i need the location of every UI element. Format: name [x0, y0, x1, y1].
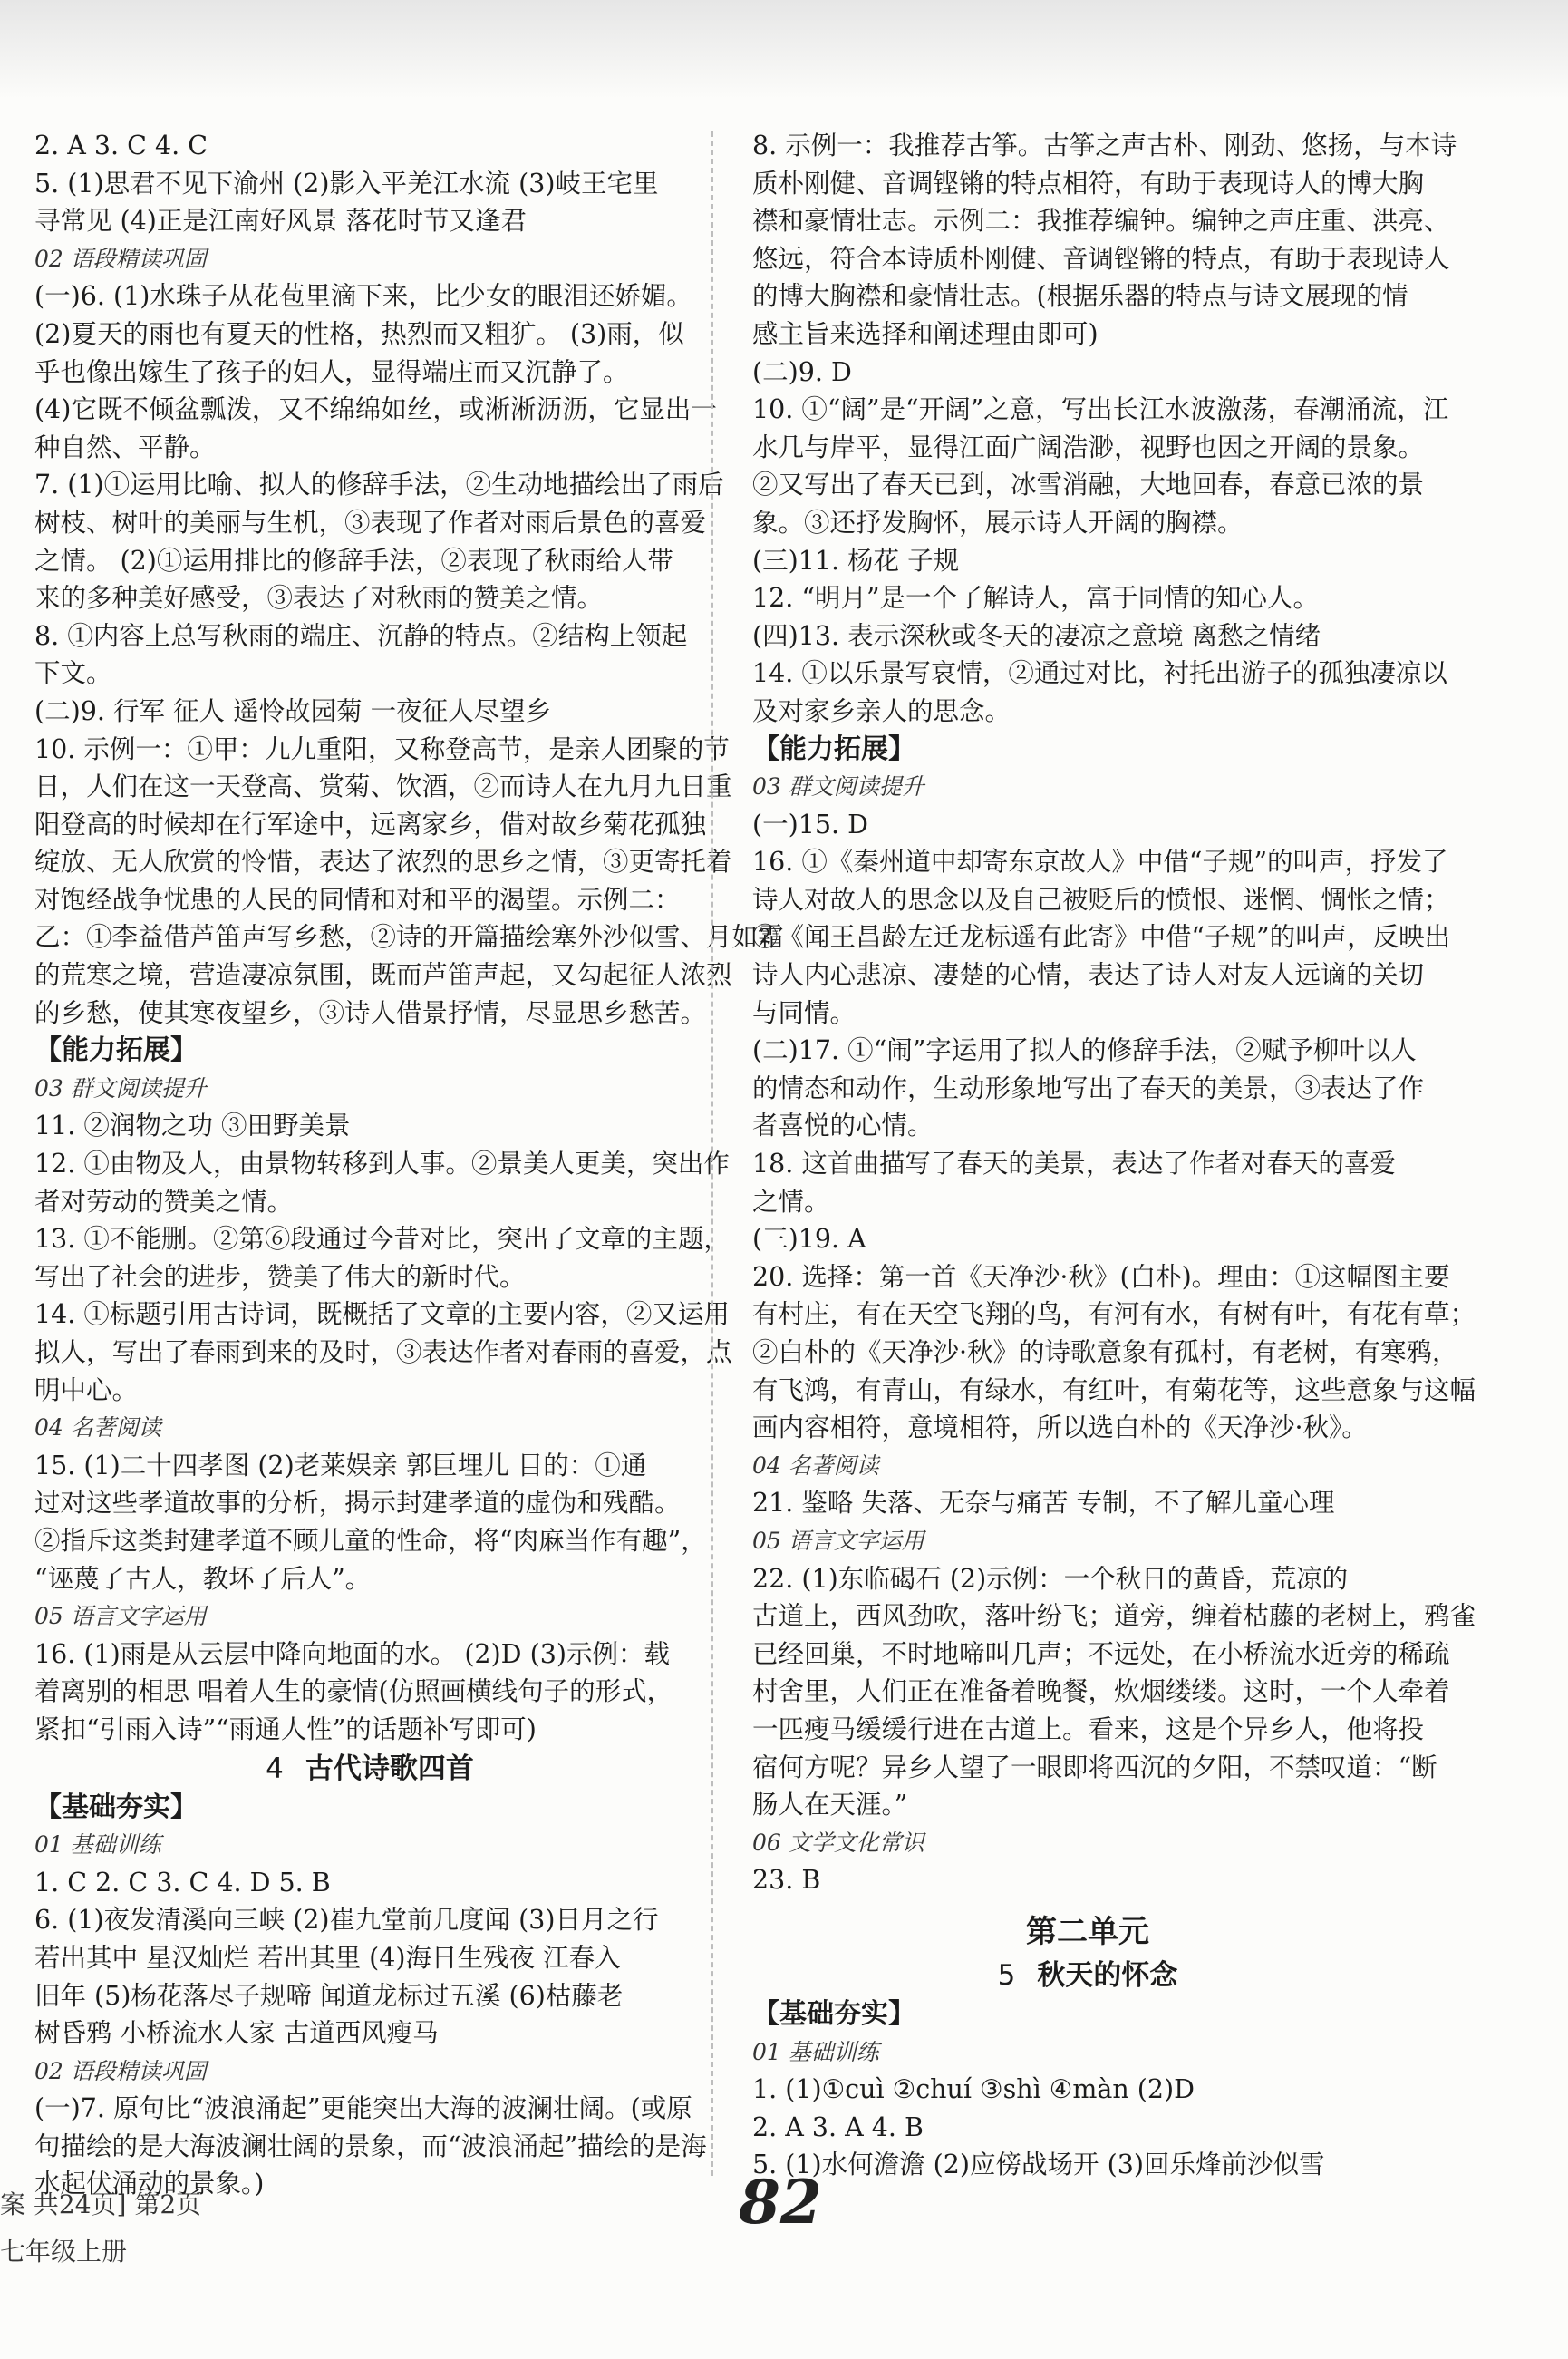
answer-line: 襟和豪情壮志。示例二：我推荐编钟。编钟之声庄重、洪亮、	[752, 206, 1450, 237]
answer-line: 的乡愁，使其寒夜望乡，③诗人借景抒情，尽显思乡愁苦。	[34, 997, 707, 1028]
answer-line: 之情。	[752, 1186, 830, 1217]
answer-line: 的博大胸襟和豪情壮志。(根据乐器的特点与诗文展现的情	[752, 281, 1408, 312]
answer-line: 乎也像出嫁生了孩子的妇人，显得端庄而又沉静了。	[34, 356, 629, 387]
answer-line: 句描绘的是大海波澜壮阔的景象，而“波浪涌起”描绘的是海	[34, 2131, 707, 2161]
scan-shadow	[0, 0, 1568, 100]
answer-line: ②又写出了春天已到，冰雪消融，大地回春，春意已浓的景	[752, 470, 1425, 500]
subsection-tag: 02 语段精读巩固	[34, 2057, 207, 2084]
subsection-tag: 02 语段精读巩固	[34, 245, 207, 272]
answer-line: 15. (1)二十四孝图 (2)老莱娱亲 郭巨埋儿 目的：①通	[34, 1450, 647, 1480]
answer-line: 1. C 2. C 3. C 4. D 5. B	[34, 1867, 331, 1898]
answer-line: (一)15. D	[752, 809, 868, 840]
page-number: 82	[739, 2167, 822, 2238]
answer-line: 画内容相符，意境相符，所以选白朴的《天净沙·秋》。	[752, 1412, 1368, 1443]
answer-line: (二)9. D	[752, 356, 852, 387]
answer-line: 着离别的相思 唱着人生的豪情(仿照画横线句子的形式，	[34, 1676, 673, 1707]
subsection-tag: 01 基础训练	[34, 1831, 161, 1859]
answer-line: 者喜悦的心情。	[752, 1111, 934, 1141]
unit-heading: 第二单元	[1026, 1913, 1149, 1950]
answer-line: 感主旨来选择和阐述理由即可)	[752, 318, 1099, 349]
answer-line: (二)9. 行军 征人 遥怜故园菊 一夜征人尽望乡	[34, 695, 552, 726]
lesson-number: 5	[997, 1958, 1016, 1992]
answer-line: (三)11. 杨花 子规	[752, 545, 960, 576]
answer-line: 来的多种美好感受，③表达了对秋雨的赞美之情。	[34, 583, 604, 614]
answer-line: 寻常见 (4)正是江南好风景 落花时节又逢君	[34, 206, 527, 237]
subsection-tag: 04 名著阅读	[752, 1451, 879, 1479]
answer-line: 10. 示例一：①甲：九九重阳，又称登高节，是亲人团聚的节	[34, 733, 730, 764]
lesson-name: 秋天的怀念	[1037, 1958, 1178, 1992]
answer-line: 村舍里，人们正在准备着晚餐，炊烟缕缕。这时，一个人牵着	[752, 1676, 1450, 1707]
answer-line: ②《闻王昌龄左迁龙标遥有此寄》中借“子规”的叫声，反映出	[752, 922, 1451, 953]
answer-line: 诗人对故人的思念以及自己被贬后的愤恨、迷惘、惆怅之情；	[752, 884, 1450, 915]
answer-line: “诬蔑了古人，教坏了后人”。	[34, 1563, 372, 1594]
answer-line: 12. “明月”是一个了解诗人，富于同情的知心人。	[752, 583, 1320, 614]
answer-line: 之情。 (2)①运用排比的修辞手法，②表现了秋雨给人带	[34, 545, 673, 576]
section-heading: 【能力拓展】	[34, 1034, 198, 1067]
answer-line: 23. B	[752, 1865, 821, 1896]
answer-line: 16. ①《秦州道中却寄东京故人》中借“子规”的叫声，抒发了	[752, 847, 1448, 878]
answer-line: 肠人在天涯。”	[752, 1790, 908, 1820]
answer-line: ②指斥这类封建孝道不顾儿童的性命，将“肉麻当作有趣”，	[34, 1525, 707, 1556]
answer-line: 8. 示例一：我推荐古筝。古筝之声古朴、刚劲、悠扬，与本诗	[752, 131, 1457, 160]
answer-line: 拟人，写出了春雨到来的及时，③表达作者对春雨的喜爱，点	[34, 1337, 732, 1367]
answer-line: (一)7. 原句比“波浪涌起”更能突出大海的波澜壮阔。(或原	[34, 2093, 692, 2124]
lesson-name: 古代诗歌四首	[305, 1752, 474, 1785]
answer-line: 诗人内心悲凉、凄楚的心情，表达了诗人对友人远谪的关切	[752, 960, 1425, 991]
answer-line: 宿何方呢？异乡人望了一眼即将西沉的夕阳，不禁叹道：“断	[752, 1752, 1437, 1782]
answer-line: (三)19. A	[752, 1224, 866, 1255]
answer-line: 2. A 3. A 4. B	[752, 2111, 924, 2142]
answer-line: 13. ①不能删。②第⑥段通过今昔对比，突出了文章的主题，	[34, 1224, 730, 1255]
answer-line: 紧扣“引雨入诗”“雨通人性”的话题补写即可)	[34, 1713, 537, 1744]
answer-line: 质朴刚健、音调铿锵的特点相符，有助于表现诗人的博大胸	[752, 168, 1425, 199]
answer-line: 写出了社会的进步，赞美了伟大的新时代。	[34, 1261, 526, 1292]
answer-line: 水几与岸平，显得江面广阔浩渺，视野也因之开阔的景象。	[752, 432, 1425, 462]
answer-line: 5. (1)水何澹澹 (2)应傍战场开 (3)回乐烽前沙似雪	[752, 2150, 1325, 2180]
answer-line: 若出其中 星汉灿烂 若出其里 (4)海日生残夜 江春入	[34, 1942, 621, 1973]
right-column	[752, 127, 1476, 2184]
answer-line: 日，人们在这一天登高、赏菊、饮酒，②而诗人在九月九日重	[34, 772, 732, 802]
answer-line: (四)13. 表示深秋或冬天的凄凉之意境 离愁之情绪	[752, 620, 1321, 651]
subsection-tag: 05 语言文字运用	[34, 1603, 207, 1630]
answer-line: 已经回巢，不时地啼叫几声；不远处，在小桥流水近旁的稀疏	[752, 1638, 1450, 1669]
answer-line: 的荒寒之境，营造凄凉氛围，既而芦笛声起，又勾起征人浓烈	[34, 960, 732, 991]
answer-line: 10. ①“阔”是“开阔”之意，写出长江水波激荡，春潮涌流，江	[752, 394, 1449, 425]
answer-line: (4)它既不倾盆瓢泼，又不绵绵如丝，或淅淅沥沥，它显出一	[34, 394, 717, 425]
answer-line: 一匹瘦马缓缓行进在古道上。看来，这是个异乡人，他将投	[752, 1713, 1425, 1744]
answer-line: 树昏鸦 小桥流水人家 古道西风瘦马	[34, 2018, 439, 2049]
answer-line: 7. (1)①运用比喻、拟人的修辞手法，②生动地描绘出了雨后	[34, 470, 724, 500]
section-heading: 【能力拓展】	[752, 733, 915, 765]
answer-line: 22. (1)东临碣石 (2)示例：一个秋日的黄昏，荒凉的	[752, 1563, 1349, 1594]
answer-line: 下文。	[34, 658, 112, 689]
left-column	[34, 127, 784, 2203]
answer-line: 12. ①由物及人，由景物转移到人事。②景美人更美，突出作	[34, 1149, 730, 1180]
answer-line: 者对劳动的赞美之情。	[34, 1186, 294, 1217]
answer-line: 旧年 (5)杨花落尽子规啼 闻道龙标过五溪 (6)枯藤老	[34, 1980, 624, 2011]
answer-line: 有村庄，有在天空飞翔的鸟，有河有水，有树有叶，有花有草；	[752, 1299, 1476, 1330]
answer-line: 1. (1)①cuì ②chuí ③shì ④màn (2)D	[752, 2074, 1195, 2105]
answer-line: 对饱经战争忧患的人民的同情和对和平的渴望。示例二：	[34, 884, 681, 915]
lesson-number: 4	[266, 1752, 284, 1785]
answer-line: 及对家乡亲人的思念。	[752, 695, 1011, 726]
answer-line: (一)6. (1)水珠子从花苞里滴下来，比少女的眼泪还娇媚。	[34, 281, 692, 312]
subsection-tag: 04 名著阅读	[34, 1414, 161, 1442]
answer-line: 绽放、无人欣赏的怜惜，表达了浓烈的思乡之情，③更寄托着	[34, 847, 732, 878]
answer-line: 与同情。	[752, 997, 857, 1028]
answer-line: 5. (1)思君不见下渝州 (2)影入平羌江水流 (3)岐王宅里	[34, 168, 659, 199]
answer-line: 14. ①以乐景写哀情，②通过对比，衬托出游子的孤独凄凉以	[752, 658, 1447, 689]
subsection-tag: 03 群文阅读提升	[34, 1074, 207, 1102]
answer-line: ②白朴的《天净沙·秋》的诗歌意象有孤村，有老树，有寒鸦，	[752, 1337, 1458, 1367]
answer-line: 悠远，符合本诗质朴刚健、音调铿锵的特点，有助于表现诗人	[752, 243, 1450, 274]
answer-line: 树枝、树叶的美丽与生机，③表现了作者对雨后景色的喜爱	[34, 507, 707, 538]
column-divider	[711, 131, 713, 2176]
answer-line: 象。③还抒发胸怀，展示诗人开阔的胸襟。	[752, 507, 1244, 538]
answer-line: 有飞鸿，有青山，有绿水，有红叶，有菊花等，这些意象与这幅	[752, 1374, 1476, 1405]
subsection-tag: 06 文学文化常识	[752, 1829, 924, 1856]
answer-line: 明中心。	[34, 1374, 139, 1405]
answer-line: 种自然、平静。	[34, 432, 216, 462]
answer-line: 乙：①李益借芦笛声写乡愁，②诗的开篇描绘塞外沙似雪、月如霜	[34, 922, 784, 953]
section-heading: 【基础夯实】	[34, 1791, 198, 1823]
section-heading: 【基础夯实】	[752, 1997, 915, 2030]
subsection-tag: 03 群文阅读提升	[752, 773, 924, 801]
answer-line: 14. ①标题引用古诗词，既概括了文章的主要内容，②又运用	[34, 1299, 730, 1330]
answer-line: 11. ②润物之功 ③田野美景	[34, 1111, 351, 1141]
answer-line: 16. (1)雨是从云层中降向地面的水。 (2)D (3)示例：载	[34, 1638, 670, 1669]
answer-line: 20. 选择：第一首《天净沙·秋》(白朴)。理由：①这幅图主要	[752, 1261, 1450, 1292]
answer-line: (二)17. ①“闹”字运用了拟人的修辞手法，②赋予柳叶以人	[752, 1035, 1417, 1066]
answer-line: (2)夏天的雨也有夏天的性格，热烈而又粗犷。 (3)雨，似	[34, 318, 684, 349]
answer-line: 古道上，西风劲吹，落叶纷飞；道旁，缠着枯藤的老树上，鸦雀	[752, 1601, 1476, 1632]
answer-line: 阳登高的时候却在行军途中，远离家乡，借对故乡菊花孤独	[34, 809, 707, 840]
footer-page-info: 案 共24页] 第2页	[0, 2189, 202, 2219]
lesson-title	[34, 1749, 705, 1789]
answer-line: 过对这些孝道故事的分析，揭示封建孝道的虚伪和残酷。	[34, 1488, 681, 1519]
subsection-tag: 05 语言文字运用	[752, 1527, 924, 1554]
answer-line: 6. (1)夜发清溪向三峡 (2)崔九堂前几度闻 (3)日月之行	[34, 1905, 659, 1936]
answer-line: 水起伏涌动的景象。)	[34, 2169, 265, 2199]
answer-line: 8. ①内容上总写秋雨的端庄、沉静的特点。②结构上领起	[34, 620, 688, 651]
footer-grade: 七年级上册	[0, 2237, 128, 2267]
answer-line: 21. 鉴略 失落、无奈与痛苦 专制，不了解儿童心理	[752, 1488, 1335, 1519]
answer-line: 的情态和动作，生动形象地写出了春天的美景，③表达了作	[752, 1073, 1425, 1103]
subsection-tag: 01 基础训练	[752, 2038, 879, 2065]
lesson-title	[752, 1956, 1423, 1995]
answer-line: 2. A 3. C 4. C	[34, 131, 208, 160]
answer-line: 18. 这首曲描写了春天的美景，表达了作者对春天的喜爱	[752, 1149, 1396, 1180]
